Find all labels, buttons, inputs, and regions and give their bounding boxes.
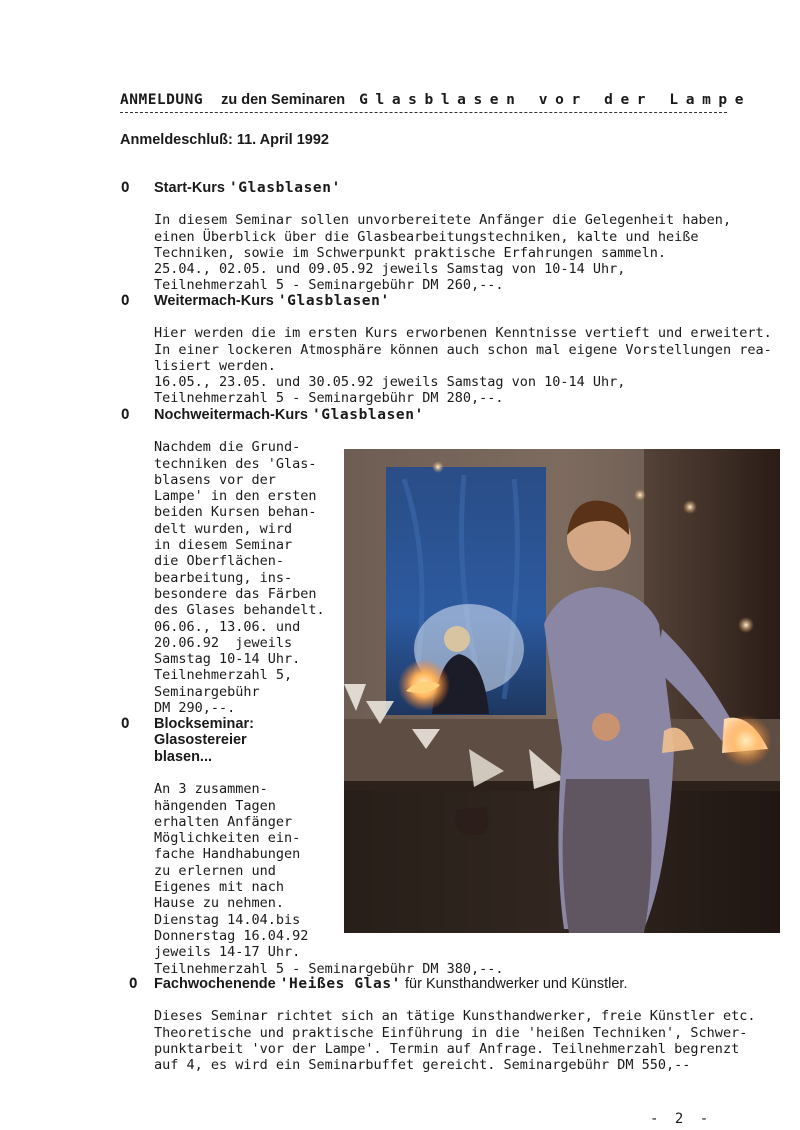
hanging-lamp: [683, 500, 697, 514]
course-title-text: Nochweitermach-Kurs: [154, 407, 312, 423]
dashed-divider: [120, 112, 727, 113]
checkbox-weitermach-course[interactable]: O: [121, 293, 130, 309]
text-line: lisiert werden.: [154, 357, 276, 374]
course-title-text: Start-Kurs: [154, 180, 229, 196]
checkbox-nochweitermach-course[interactable]: O: [121, 407, 130, 423]
course-description-nochweitermach: [154, 423, 325, 733]
text-line: Donnerstag 16.04.92: [154, 927, 309, 944]
text-line: Teilnehmerzahl 5 - Seminargebühr DM 380,--.: [154, 960, 504, 977]
course-title-nochweitermach: [154, 407, 424, 423]
standing-man-hand: [592, 713, 620, 741]
text-line: In einer lockeren Atmosphäre können auch schon mal eigene Vorstellungen rea-: [154, 341, 772, 358]
text-line: blasens vor der: [154, 471, 276, 488]
text-line: jeweils 14-17 Uhr.: [154, 944, 301, 961]
course-title-quoted: 'Glasblasen': [311, 407, 424, 423]
text-line: Teilnehmerzahl 5 - Seminargebühr DM 280,--.: [154, 390, 504, 407]
text-line: Teilnehmerzahl 5,: [154, 667, 293, 684]
text-line: bearbeitung, ins-: [154, 569, 293, 586]
text-line: Hier werden die im ersten Kurs erworbenen Kenntnisse vertieft und erweitert.: [154, 325, 772, 342]
text-line: Nachdem die Grund-: [154, 439, 301, 456]
course-title-quoted: 'Glasblasen': [228, 180, 341, 196]
course-title-fachwochenende: [154, 976, 628, 992]
course-title-quoted: 'Glasblasen': [277, 293, 390, 309]
text-line: In diesem Seminar sollen unvorbereitete Anfänger die Gelegenheit haben,: [154, 212, 732, 229]
text-line: auf 4, es wird ein Seminarbuffet gereicht. Seminargebühr DM 550,--: [154, 1057, 691, 1074]
glowing-glass-halo: [720, 715, 772, 767]
text-line: techniken des 'Glas-: [154, 455, 317, 472]
course-title-start: [154, 180, 341, 196]
glassblower-photo: [344, 449, 780, 933]
page-number: - 2 -: [650, 1111, 713, 1127]
photo-illustration: [344, 449, 780, 933]
course-title-suffix: für Kunsthandwerker und Künstler.: [401, 976, 628, 992]
checkbox-blockseminar[interactable]: O: [121, 716, 130, 732]
text-line: Dieses Seminar richtet sich an tätige Kunsthandwerker, freie Künstler etc.: [154, 1008, 756, 1025]
course-description-fachwochenende: [154, 992, 755, 1090]
course-title-line: Glasostereier: [154, 732, 247, 749]
text-line: die Oberflächen-: [154, 553, 285, 570]
hanging-lamp: [432, 461, 444, 473]
course-title-line: Blockseminar:: [154, 716, 254, 732]
text-line: Seminargebühr: [154, 683, 260, 700]
standing-man-trousers: [563, 779, 652, 933]
text-line: 06.06., 13.06. und: [154, 618, 301, 635]
course-title-weitermach: [154, 293, 390, 309]
title-mid: zu den Seminaren: [221, 92, 346, 108]
text-line: erhalten Anfänger: [154, 813, 293, 830]
course-title-quoted: 'Heißes Glas': [279, 976, 401, 992]
text-line: hängenden Tagen: [154, 797, 276, 814]
text-line: besondere das Färben: [154, 585, 317, 602]
registration-deadline: Anmeldeschluß: 11. April 1992: [120, 132, 329, 148]
course-title-line: blasen...: [154, 748, 213, 765]
checkbox-start-course[interactable]: O: [121, 180, 130, 196]
text-line: Samstag 10-14 Uhr.: [154, 651, 301, 668]
text-line: DM 290,--.: [154, 700, 236, 717]
checkbox-fachwochenende[interactable]: O: [129, 976, 138, 992]
seated-person-head: [444, 626, 470, 652]
text-line: 20.06.92 jeweils: [154, 634, 293, 651]
text-line: 25.04., 02.05. und 09.05.92 jeweils Samstag von 10-14 Uhr,: [154, 261, 626, 278]
text-line: Theoretische und praktische Einführung in die 'heißen Techniken', Schwer-: [154, 1024, 748, 1041]
text-line: Techniken, sowie im Schwerpunkt praktische Erfahrungen sammeln.: [154, 244, 667, 261]
text-line: beiden Kursen behan-: [154, 504, 317, 521]
text-line: 16.05., 23.05. und 30.05.92 jeweils Samstag von 10-14 Uhr,: [154, 374, 626, 391]
title-topic: Glasblasen vor der Lampe: [359, 92, 752, 108]
course-title-text: Weitermach-Kurs: [154, 293, 278, 309]
text-line: punktarbeit 'vor der Lampe'. Termin auf Anfrage. Teilnehmerzahl begrenzt: [154, 1040, 740, 1057]
hanging-lamp: [634, 489, 646, 501]
text-line: fache Handhabungen: [154, 846, 301, 863]
page-title: [120, 92, 751, 108]
text-line: einen Überblick über die Glasbearbeitungstechniken, kalte und heiße: [154, 228, 699, 245]
text-line: Teilnehmerzahl 5 - Seminargebühr DM 260,--.: [154, 277, 504, 294]
text-line: delt wurden, wird: [154, 520, 293, 537]
course-title-blockseminar: [154, 716, 254, 765]
text-line: in diesem Seminar: [154, 537, 293, 554]
text-line: zu erlernen und: [154, 862, 276, 879]
text-line: Möglichkeiten ein-: [154, 830, 301, 847]
course-description-weitermach: [154, 309, 772, 423]
text-line: An 3 zusammen-: [154, 781, 268, 798]
text-line: Hause zu nehmen.: [154, 895, 285, 912]
text-line: Eigenes mit nach: [154, 879, 285, 896]
hanging-lamp: [738, 617, 754, 633]
text-line: Lampe' in den ersten: [154, 488, 317, 505]
text-line: des Glases behandelt.: [154, 602, 325, 619]
text-line: Dienstag 14.04.bis: [154, 911, 301, 928]
course-title-text: Fachwochenende: [154, 976, 280, 992]
title-main: ANMELDUNG: [120, 92, 204, 108]
